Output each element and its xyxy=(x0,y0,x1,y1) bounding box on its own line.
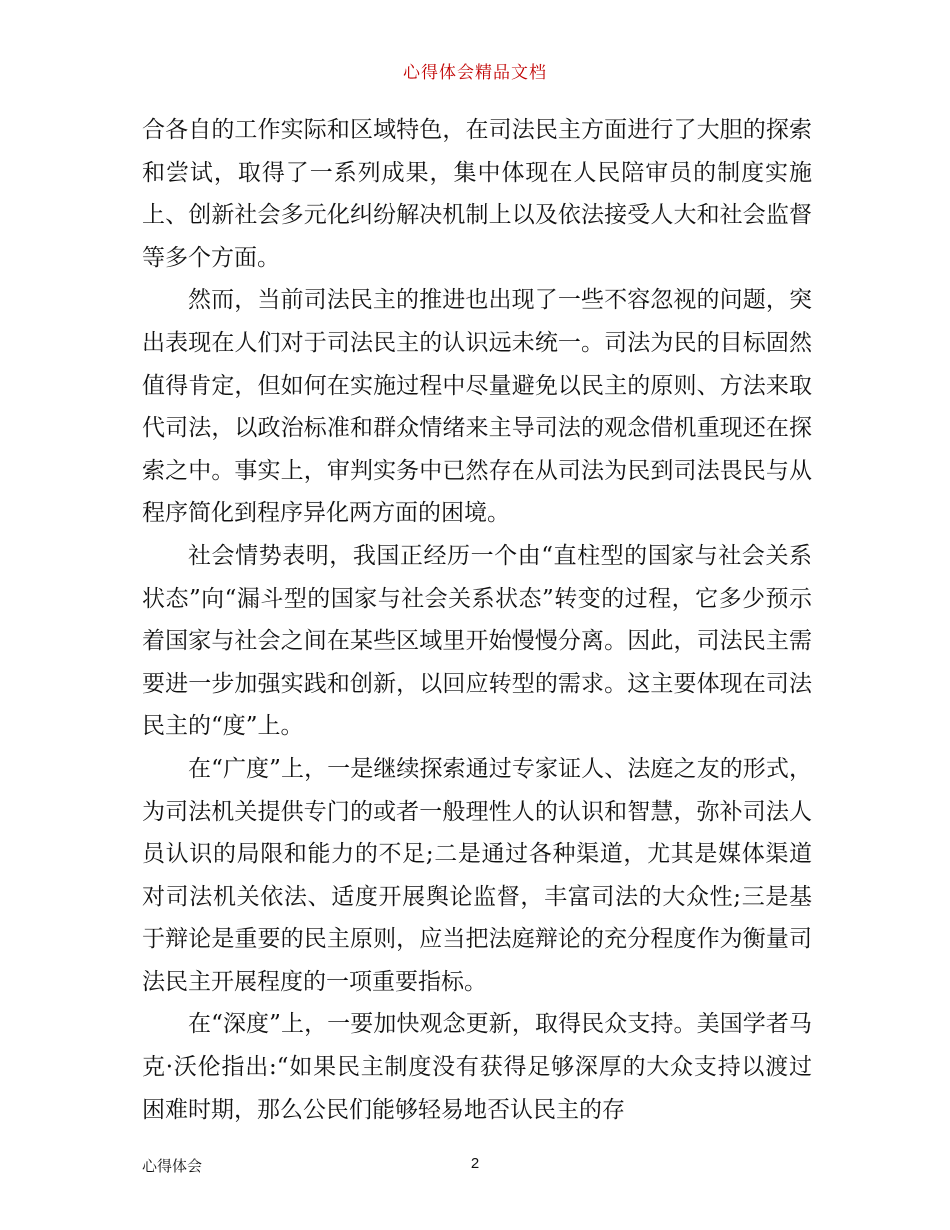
paragraph-continued: 合各自的工作实际和区域特色，在司法民主方面进行了大胆的探索和尝试，取得了一系列成果，集中体现在人民陪审员的制度实施上、创新社会多元化纠纷解决机制上以及依法接受人大和社会监督等多个方面。 xyxy=(142,117,812,271)
paragraph-3: 社会情势表明，我国正经历一个由“直柱型的国家与社会关系状态”向“漏斗型的国家与社会关系状态”转变的过程，它多少预示着国家与社会之间在某些区域里开始慢慢分离。因此，司法民主需要进一步加强实践和创新，以回应转型的需求。这主要体现在司法民主的“度”上。 xyxy=(142,542,812,740)
paragraph-2: 然而，当前司法民主的推进也出现了一些不容忽视的问题，突出表现在人们对于司法民主的认识远未统一。司法为民的目标固然值得肯定，但如何在实施过程中尽量避免以民主的原则、方法来取代司法，以政治标准和群众情绪来主导司法的观念借机重现还在探索之中。事实上，审判实务中已然存在从司法为民到司法畏民与从程序简化到程序异化两方面的困境。 xyxy=(142,287,812,527)
page-header-title: 心得体会精品文档 xyxy=(403,63,547,83)
footer-label: 心得体会 xyxy=(142,1157,203,1175)
document-body xyxy=(142,109,812,1131)
paragraph-5: 在“深度”上，一要加快观念更新，取得民众支持。美国学者马克·沃伦指出:“如果民主制度没有获得足够深厚的大众支持以渡过困难时期，那么公民们能够轻易地否认民主的存 xyxy=(142,1011,812,1123)
paragraph-4: 在“广度”上，一是继续探索通过专家证人、法庭之友的形式，为司法机关提供专门的或者一般理性人的认识和智慧，弥补司法人员认识的局限和能力的不足;二是通过各种渠道，尤其是媒体渠道对司法机关依法、适度开展舆论监督，丰富司法的大众性;三是基于辩论是重要的民主原则，应当把法庭辩论的充分程度作为衡量司法民主开展程度的一项重要指标。 xyxy=(142,755,812,995)
page-number: 2 xyxy=(470,1155,480,1172)
